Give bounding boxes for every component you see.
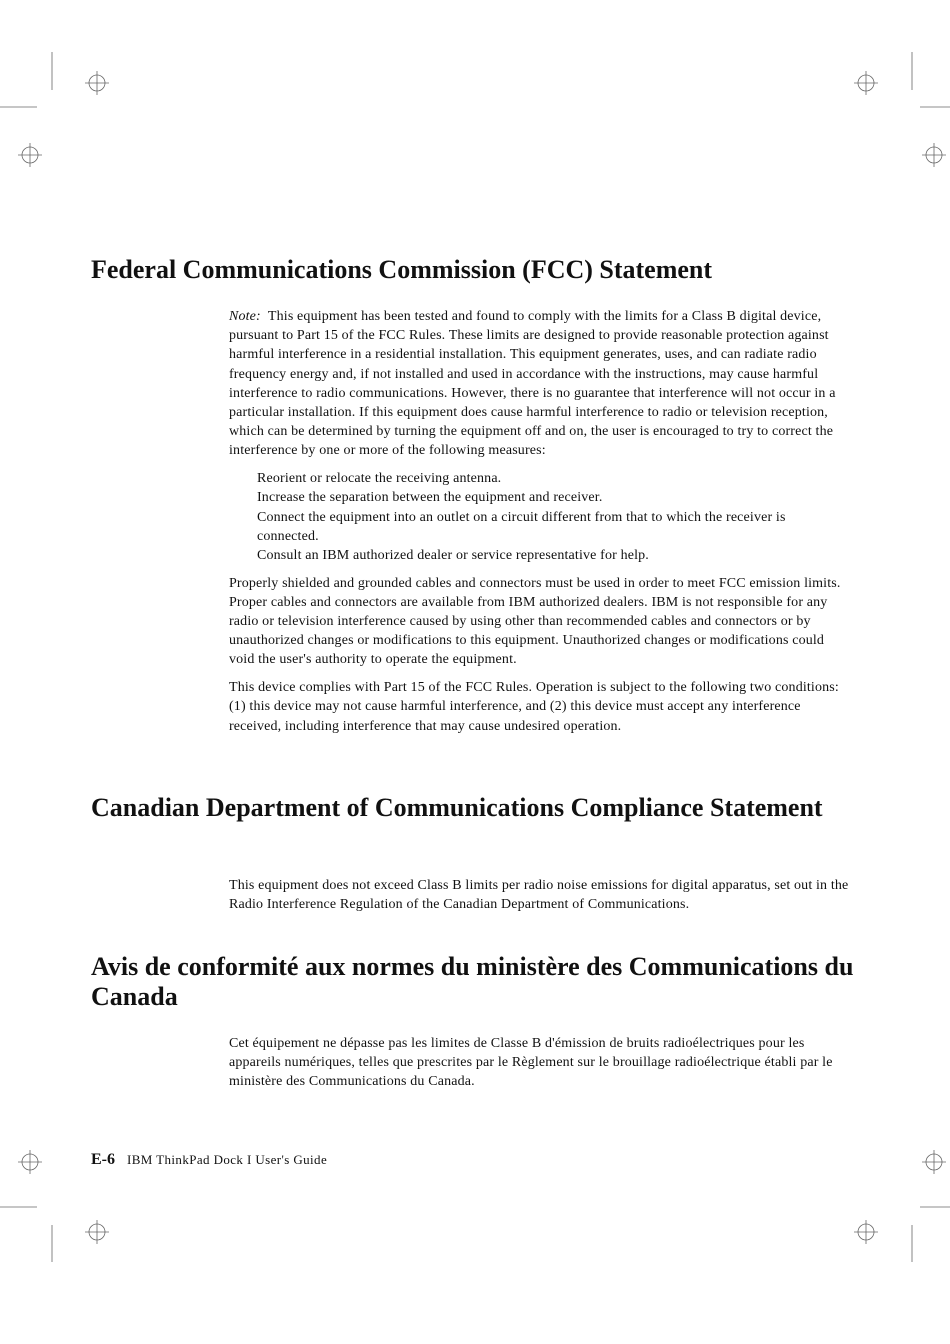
fcc-note-paragraph xyxy=(229,307,849,461)
canadian-compliance-body xyxy=(229,876,849,923)
fcc-statement-heading: Federal Communications Commission (FCC) Statement xyxy=(91,255,713,284)
page-number: E-6 xyxy=(91,1151,115,1168)
note-text: This equipment has been tested and found to comply with the limits for a Class B digital device, pursuant to Part 15 of the FCC Rules. These limits are designed to provide reasonable protection against harmful interference in a residential installation. This equipment generates, uses, and can radiate radio frequency energy and, if not installed and used in accordance with the instructions, may cause harmful interference to radio communications. However, there is no guarantee that interference will not occur in a particular installation. If this equipment does cause harmful interference to radio or television reception, which can be determined by turning the equipment off and on, the user is encouraged to try to correct the interference by one or more of the following measures: xyxy=(229,309,836,459)
cables-paragraph: Properly shielded and grounded cables and connectors must be used in order to meet FCC emission limits. Proper cables and connectors are available from IBM authorized dealers. IBM is not responsible for any radio or television interference caused by using other than recommended cables and connectors or by unauthorized changes or modifications to this equipment. Unauthorized changes or modifications could void the user's authority to operate the equipment. xyxy=(229,575,841,668)
avis-conformite-paragraph: Cet équipement ne dépasse pas les limites de Classe B d'émission de bruits radioélectriques pour les appareils numériques, telles que prescrites par le Règlement sur le brouillage radioélectrique établi par le ministère des Communications du Canada. xyxy=(229,1036,833,1090)
fcc-statement-body xyxy=(229,307,849,744)
list-item: Increase the separation between the equipment and receiver. xyxy=(257,490,603,506)
document-title: IBM ThinkPad Dock I User's Guide xyxy=(127,1152,328,1167)
canadian-compliance-paragraph: This equipment does not exceed Class B limits per radio noise emissions for digital apparatus, set out in the Radio Interference Regulation of the Canadian Department of Communications. xyxy=(229,878,849,913)
avis-conformite-heading: Avis de conformité aux normes du ministère des Communications du Canada xyxy=(91,952,854,1011)
list-item: Reorient or relocate the receiving antenna. xyxy=(257,471,502,487)
list-item: Consult an IBM authorized dealer or service representative for help. xyxy=(257,547,649,563)
avis-conformite-body xyxy=(229,1034,849,1100)
part15-paragraph: This device complies with Part 15 of the FCC Rules. Operation is subject to the following two conditions: (1) this device may not cause harmful interference, and (2) this device must accept any interference received, including interference that may cause undesired operation. xyxy=(229,680,839,734)
page-footer xyxy=(91,1150,327,1170)
note-label: Note: xyxy=(229,309,261,324)
interference-measures-list xyxy=(229,469,849,565)
canadian-compliance-heading: Canadian Department of Communications Compliance Statement xyxy=(91,793,823,822)
list-item: Connect the equipment into an outlet on a circuit different from that to which the receiver is connected. xyxy=(257,509,786,544)
